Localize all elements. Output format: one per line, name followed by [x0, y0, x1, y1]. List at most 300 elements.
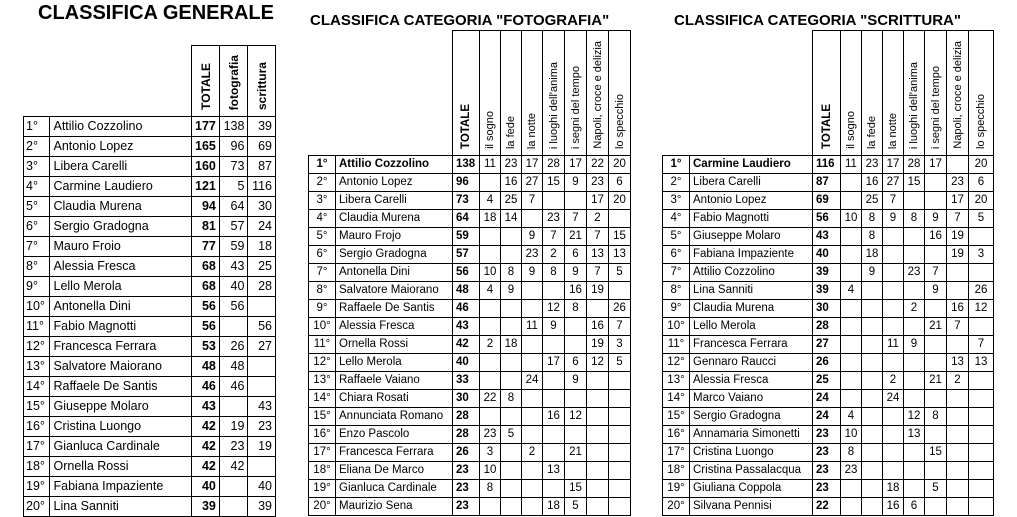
score-cell: 13 [969, 354, 994, 372]
name-cell: Mauro Frojo [336, 228, 453, 246]
score-cell [609, 498, 631, 516]
name-cell: Fabio Magnotti [690, 210, 813, 228]
score-cell: 16 [883, 498, 904, 516]
score-cell [947, 444, 969, 462]
table-row [663, 372, 994, 390]
score-cell: 17 [587, 192, 609, 210]
score-cell: 21 [565, 444, 587, 462]
score-cell: 8 [904, 210, 925, 228]
total-cell: 23 [813, 426, 841, 444]
name-cell: Annamaria Simonetti [690, 426, 813, 444]
total-cell: 23 [453, 462, 480, 480]
table-row [309, 300, 631, 318]
total-cell: 27 [813, 336, 841, 354]
writing-header-row [663, 31, 994, 156]
name-cell: Antonio Lopez [49, 137, 192, 157]
writing-score-cell: 23 [248, 417, 276, 437]
score-cell: 13 [904, 426, 925, 444]
score-cell: 19 [947, 246, 969, 264]
score-cell: 2 [522, 444, 543, 462]
score-cell [883, 462, 904, 480]
table-row [24, 197, 276, 217]
table-row [309, 174, 631, 192]
score-cell [947, 498, 969, 516]
score-cell [543, 282, 565, 300]
score-cell: 16 [947, 300, 969, 318]
score-cell: 15 [565, 480, 587, 498]
score-cell [862, 336, 883, 354]
total-cell: 23 [813, 462, 841, 480]
score-cell: 23 [587, 174, 609, 192]
total-cell: 121 [192, 177, 220, 197]
score-cell [522, 426, 543, 444]
writing-score-cell: 39 [248, 117, 276, 137]
photography-score-cell: 26 [219, 337, 248, 357]
name-cell: Mauro Froio [49, 237, 192, 257]
score-cell: 23 [862, 156, 883, 174]
score-cell [969, 228, 994, 246]
total-cell: 28 [453, 408, 480, 426]
score-cell [925, 426, 947, 444]
score-cell [522, 300, 543, 318]
score-cell [841, 390, 862, 408]
column-header-label: lo specchio [975, 93, 987, 149]
total-cell: 33 [453, 372, 480, 390]
table-row [663, 228, 994, 246]
score-cell: 10 [480, 264, 501, 282]
score-cell [969, 480, 994, 498]
name-cell: Salvatore Maiorano [336, 282, 453, 300]
column-header [565, 31, 587, 156]
table-row [24, 477, 276, 497]
rank-cell: 9° [24, 277, 50, 297]
score-cell [969, 318, 994, 336]
total-cell: 64 [453, 210, 480, 228]
score-cell [969, 444, 994, 462]
score-cell: 23 [841, 462, 862, 480]
table-row [663, 246, 994, 264]
score-cell [947, 390, 969, 408]
score-cell [862, 498, 883, 516]
score-cell: 9 [501, 282, 522, 300]
writing-score-cell: 24 [248, 217, 276, 237]
photography-score-cell: 46 [219, 377, 248, 397]
score-cell [862, 282, 883, 300]
score-cell [522, 282, 543, 300]
score-cell [883, 264, 904, 282]
column-header-label: lo specchio [613, 93, 626, 149]
table-row [24, 377, 276, 397]
score-cell: 12 [565, 408, 587, 426]
rank-cell: 18° [24, 457, 50, 477]
rank-cell: 5° [24, 197, 50, 217]
score-cell [862, 444, 883, 462]
score-cell [543, 390, 565, 408]
score-cell: 2 [543, 246, 565, 264]
table-row [663, 192, 994, 210]
name-cell: Cristina Luongo [690, 444, 813, 462]
table-row [309, 228, 631, 246]
column-header-label: la fede [505, 115, 517, 149]
score-cell [883, 246, 904, 264]
total-cell: 23 [453, 480, 480, 498]
score-cell: 25 [862, 192, 883, 210]
score-cell: 2 [947, 372, 969, 390]
score-cell [609, 444, 631, 462]
score-cell: 22 [587, 156, 609, 174]
rank-cell: 20° [309, 498, 336, 516]
score-cell [862, 462, 883, 480]
table-row [24, 437, 276, 457]
score-cell: 5 [969, 210, 994, 228]
score-cell: 7 [947, 210, 969, 228]
photography-score-cell: 56 [219, 297, 248, 317]
table-row [24, 257, 276, 277]
photography-score-cell: 19 [219, 417, 248, 437]
score-cell: 10 [841, 210, 862, 228]
name-cell: Antonio Lopez [336, 174, 453, 192]
total-cell: 56 [813, 210, 841, 228]
score-cell: 12 [904, 408, 925, 426]
blank-header [49, 46, 192, 117]
writing-score-cell: 28 [248, 277, 276, 297]
name-cell: Fabio Magnotti [49, 317, 192, 337]
score-cell: 8 [565, 300, 587, 318]
total-cell: 94 [192, 197, 220, 217]
name-cell: Gianluca Cardinale [49, 437, 192, 457]
table-row [663, 390, 994, 408]
score-cell [480, 318, 501, 336]
name-cell: Lello Merola [690, 318, 813, 336]
score-cell: 2 [480, 336, 501, 354]
column-header [947, 31, 969, 156]
name-cell: Antonio Lopez [690, 192, 813, 210]
rank-cell: 17° [309, 444, 336, 462]
rank-cell: 18° [309, 462, 336, 480]
photography-score-cell: 42 [219, 457, 248, 477]
score-cell: 6 [565, 246, 587, 264]
score-cell: 4 [841, 282, 862, 300]
table-row [24, 137, 276, 157]
score-cell: 13 [587, 246, 609, 264]
column-header [904, 31, 925, 156]
name-cell: Maurizio Sena [336, 498, 453, 516]
score-cell: 8 [501, 264, 522, 282]
photography-ranking-table [308, 30, 631, 516]
score-cell [522, 390, 543, 408]
total-cell: 46 [192, 377, 220, 397]
column-header-label: Napoli, croce e delizia [951, 41, 964, 149]
photography-score-cell [219, 497, 248, 517]
name-cell: Lello Merola [336, 354, 453, 372]
table-row [24, 177, 276, 197]
score-cell: 12 [543, 300, 565, 318]
table-row [663, 282, 994, 300]
score-cell: 7 [522, 192, 543, 210]
score-cell [501, 318, 522, 336]
name-cell: Lina Sanniti [49, 497, 192, 517]
total-cell: 43 [453, 318, 480, 336]
score-cell: 5 [609, 264, 631, 282]
score-cell: 7 [969, 336, 994, 354]
table-row [24, 317, 276, 337]
total-cell: 24 [813, 390, 841, 408]
rank-cell: 2° [309, 174, 336, 192]
table-row [24, 277, 276, 297]
table-row [24, 417, 276, 437]
score-cell: 26 [609, 300, 631, 318]
total-cell: 39 [192, 497, 220, 517]
score-cell: 8 [862, 228, 883, 246]
rank-cell: 10° [309, 318, 336, 336]
name-cell: Eliana De Marco [336, 462, 453, 480]
score-cell [925, 336, 947, 354]
score-cell: 7 [543, 228, 565, 246]
score-cell [480, 408, 501, 426]
writing-score-cell [248, 457, 276, 477]
table-row [663, 210, 994, 228]
rank-cell: 13° [24, 357, 50, 377]
rank-cell: 14° [24, 377, 50, 397]
name-cell: Lina Sanniti [690, 282, 813, 300]
score-cell: 17 [543, 354, 565, 372]
writing-score-cell: 116 [248, 177, 276, 197]
score-cell [609, 390, 631, 408]
blank-header [24, 46, 50, 117]
total-cell: 59 [453, 228, 480, 246]
score-cell: 11 [480, 156, 501, 174]
score-cell: 7 [609, 318, 631, 336]
score-cell [947, 156, 969, 174]
rank-cell: 19° [663, 480, 690, 498]
score-cell [925, 390, 947, 408]
score-cell: 7 [883, 192, 904, 210]
score-cell: 20 [609, 156, 631, 174]
table-row [24, 357, 276, 377]
rank-cell: 7° [309, 264, 336, 282]
rank-cell: 4° [309, 210, 336, 228]
column-header [925, 31, 947, 156]
rank-cell: 1° [24, 117, 50, 137]
table-row [309, 210, 631, 228]
score-cell [841, 264, 862, 282]
column-header [543, 31, 565, 156]
score-cell: 20 [609, 192, 631, 210]
score-cell: 27 [883, 174, 904, 192]
photography-score-cell: 138 [219, 117, 248, 137]
total-cell: 46 [453, 300, 480, 318]
column-header-label: la notte [526, 112, 538, 149]
rank-cell: 16° [309, 426, 336, 444]
score-cell [841, 228, 862, 246]
score-cell [862, 318, 883, 336]
score-cell [480, 300, 501, 318]
column-header [219, 46, 248, 117]
score-cell [904, 318, 925, 336]
rank-cell: 19° [24, 477, 50, 497]
score-cell: 18 [480, 210, 501, 228]
score-cell [925, 246, 947, 264]
score-cell [480, 498, 501, 516]
name-cell: Giuseppe Molaro [49, 397, 192, 417]
score-cell: 17 [947, 192, 969, 210]
total-cell: 57 [453, 246, 480, 264]
score-cell [904, 228, 925, 246]
table-row [663, 444, 994, 462]
score-cell [904, 480, 925, 498]
name-cell: Lello Merola [49, 277, 192, 297]
score-cell: 9 [543, 318, 565, 336]
score-cell [862, 408, 883, 426]
score-cell [862, 300, 883, 318]
table-row [309, 462, 631, 480]
table-row [309, 498, 631, 516]
table-row [663, 156, 994, 174]
name-cell: Claudia Murena [336, 210, 453, 228]
score-cell: 11 [883, 336, 904, 354]
photography-score-cell: 59 [219, 237, 248, 257]
column-header-label: scrittura [254, 61, 269, 110]
table-row [309, 246, 631, 264]
writing-ranking-table [662, 30, 994, 516]
column-header-label: fotografia [226, 54, 241, 110]
column-header-label: il sogno [484, 111, 496, 149]
score-cell [841, 192, 862, 210]
rank-cell: 12° [309, 354, 336, 372]
rank-cell: 6° [663, 246, 690, 264]
score-cell [947, 336, 969, 354]
score-cell: 16 [587, 318, 609, 336]
table-row [309, 282, 631, 300]
score-cell: 13 [947, 354, 969, 372]
score-cell [609, 372, 631, 390]
photography-score-cell: 23 [219, 437, 248, 457]
total-cell: 177 [192, 117, 220, 137]
score-cell: 6 [969, 174, 994, 192]
table-row [309, 390, 631, 408]
name-cell: Alessia Fresca [690, 372, 813, 390]
photography-score-cell: 57 [219, 217, 248, 237]
name-cell: Alessia Fresca [336, 318, 453, 336]
score-cell [904, 390, 925, 408]
total-cell: 48 [192, 357, 220, 377]
score-cell [522, 408, 543, 426]
score-cell [841, 174, 862, 192]
score-cell: 24 [522, 372, 543, 390]
score-cell [609, 480, 631, 498]
score-cell: 20 [969, 192, 994, 210]
blank-header [690, 31, 813, 156]
rank-cell: 1° [309, 156, 336, 174]
writing-score-cell: 87 [248, 157, 276, 177]
score-cell [522, 336, 543, 354]
score-cell [841, 336, 862, 354]
rank-cell: 13° [663, 372, 690, 390]
writing-score-cell: 69 [248, 137, 276, 157]
score-cell: 23 [947, 174, 969, 192]
name-cell: Sergio Gradogna [690, 408, 813, 426]
total-cell: 42 [453, 336, 480, 354]
writing-score-cell: 30 [248, 197, 276, 217]
rank-cell: 4° [24, 177, 50, 197]
table-row [309, 480, 631, 498]
total-cell: 24 [813, 408, 841, 426]
score-cell [501, 444, 522, 462]
table-row [309, 192, 631, 210]
name-cell: Raffaele Vaiano [336, 372, 453, 390]
score-cell [543, 336, 565, 354]
rank-cell: 7° [663, 264, 690, 282]
score-cell: 3 [609, 336, 631, 354]
score-cell [841, 480, 862, 498]
score-cell: 9 [925, 282, 947, 300]
writing-score-cell: 40 [248, 477, 276, 497]
score-cell: 19 [947, 228, 969, 246]
name-cell: Attilio Cozzolino [49, 117, 192, 137]
score-cell [862, 354, 883, 372]
total-cell: 56 [192, 317, 220, 337]
column-header-label: TOTALE [198, 63, 213, 110]
total-cell: 53 [192, 337, 220, 357]
score-cell: 4 [480, 282, 501, 300]
score-cell: 12 [969, 300, 994, 318]
column-header [609, 31, 631, 156]
name-cell: Claudia Murena [690, 300, 813, 318]
score-cell [841, 246, 862, 264]
column-header [587, 31, 609, 156]
score-cell [883, 426, 904, 444]
score-cell [480, 246, 501, 264]
writing-score-cell: 18 [248, 237, 276, 257]
name-cell: Giuseppe Molaro [690, 228, 813, 246]
score-cell: 6 [565, 354, 587, 372]
photography-score-cell: 43 [219, 257, 248, 277]
score-cell: 13 [609, 246, 631, 264]
table-row [24, 497, 276, 517]
writing-score-cell: 25 [248, 257, 276, 277]
score-cell [587, 498, 609, 516]
name-cell: Antonella Dini [49, 297, 192, 317]
name-cell: Claudia Murena [49, 197, 192, 217]
score-cell: 10 [480, 462, 501, 480]
rank-cell: 2° [663, 174, 690, 192]
table-row [24, 397, 276, 417]
score-cell: 8 [480, 480, 501, 498]
score-cell: 6 [609, 174, 631, 192]
rank-cell: 2° [24, 137, 50, 157]
name-cell: Cristina Luongo [49, 417, 192, 437]
rank-cell: 20° [24, 497, 50, 517]
score-cell [925, 174, 947, 192]
writing-score-cell [248, 357, 276, 377]
column-header [248, 46, 276, 117]
score-cell [480, 354, 501, 372]
column-header-label: la fede [866, 115, 878, 149]
rank-cell: 18° [663, 462, 690, 480]
score-cell: 15 [543, 174, 565, 192]
score-cell: 23 [501, 156, 522, 174]
score-cell [501, 462, 522, 480]
score-cell: 23 [522, 246, 543, 264]
total-cell: 40 [813, 246, 841, 264]
score-cell: 10 [841, 426, 862, 444]
score-cell: 7 [587, 228, 609, 246]
score-cell [862, 480, 883, 498]
rank-cell: 9° [663, 300, 690, 318]
table-row [24, 337, 276, 357]
name-cell: Libera Carelli [336, 192, 453, 210]
score-cell [522, 210, 543, 228]
